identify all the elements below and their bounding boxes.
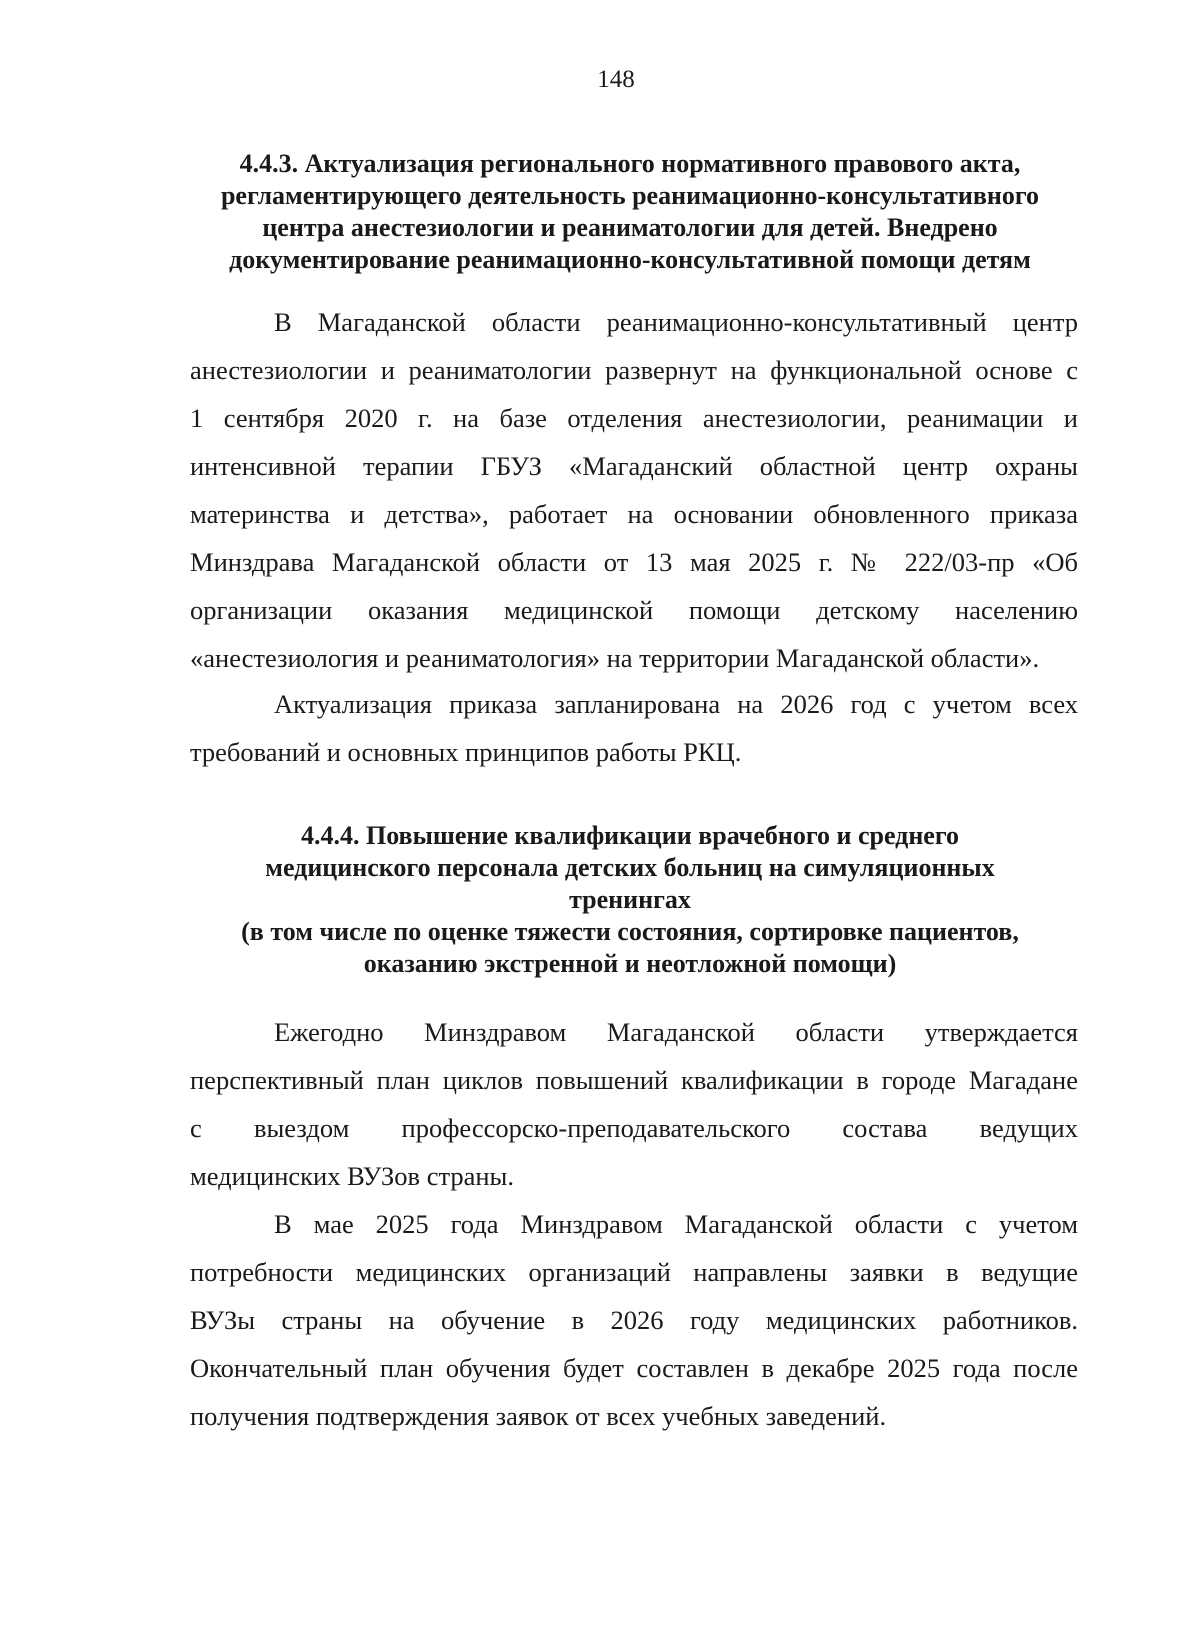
heading-line: (в том числе по оценке тяжести состояния, сортировке пациентов,: [241, 917, 1019, 946]
page-number: 148: [597, 66, 635, 93]
heading-line: регламентирующего деятельность реанимационно-консультативного: [220, 181, 1040, 210]
paragraph: [190, 1200, 1078, 1440]
paragraph: [190, 298, 1078, 682]
text-line: Актуализация приказа запланирована на 2026 год с учетом всех: [274, 689, 1078, 719]
text-line: Ежегодно Минздравом Магаданской области утверждается: [274, 1017, 1078, 1047]
text-line: с выездом профессорско-преподавательского состава ведущих: [190, 1113, 1078, 1143]
heading-line: центра анестезиологии и реаниматологии для детей. Внедрено: [262, 213, 998, 242]
text-line: получения подтверждения заявок от всех учебных заведений.: [190, 1401, 887, 1431]
text-line: анестезиологии и реаниматологии развернут на функциональной основе с: [190, 355, 1078, 385]
text-line: В Магаданской области реанимационно-консультативный центр: [274, 307, 1078, 337]
section-heading-4-4-3: [190, 148, 1070, 276]
text-line: перспективный план циклов повышений квалификации в городе Магадане: [190, 1065, 1078, 1095]
heading-line: медицинского персонала детских больниц на симуляционных: [265, 853, 995, 882]
text-line: медицинских ВУЗов страны.: [190, 1161, 514, 1191]
heading-line: оказанию экстренной и неотложной помощи): [363, 949, 897, 978]
text-line: Окончательный план обучения будет составлен в декабре 2025 года после: [190, 1353, 1078, 1383]
heading-line: 4.4.3. Актуализация регионального нормативного правового акта,: [239, 149, 1021, 178]
text-line: Минздрава Магаданской области от 13 мая 2025 г. № 222/03-пр «Об: [190, 547, 1078, 577]
text-line: интенсивной терапии ГБУЗ «Магаданский областной центр охраны: [190, 451, 1078, 481]
text-line: 1 сентября 2020 г. на базе отделения анестезиологии, реанимации и: [190, 403, 1078, 433]
heading-line: документирование реанимационно-консультативной помощи детям: [229, 245, 1031, 274]
text-line: требований и основных принципов работы РКЦ.: [190, 737, 742, 767]
text-line: потребности медицинских организаций направлены заявки в ведущие: [190, 1257, 1078, 1287]
text-line: В мае 2025 года Минздравом Магаданской области с учетом: [274, 1209, 1078, 1239]
heading-line: тренингах: [569, 885, 691, 914]
text-line: «анестезиология и реаниматология» на территории Магаданской области».: [190, 643, 1040, 673]
paragraph: [190, 680, 1078, 776]
heading-line: 4.4.4. Повышение квалификации врачебного и среднего: [300, 821, 960, 850]
section-heading-4-4-4: [190, 820, 1070, 980]
text-line: материнства и детства», работает на основании обновленного приказа: [190, 499, 1078, 529]
text-line: организации оказания медицинской помощи детскому населению: [190, 595, 1078, 625]
text-line: ВУЗы страны на обучение в 2026 году медицинских работников.: [190, 1305, 1078, 1335]
paragraph: [190, 1008, 1078, 1200]
